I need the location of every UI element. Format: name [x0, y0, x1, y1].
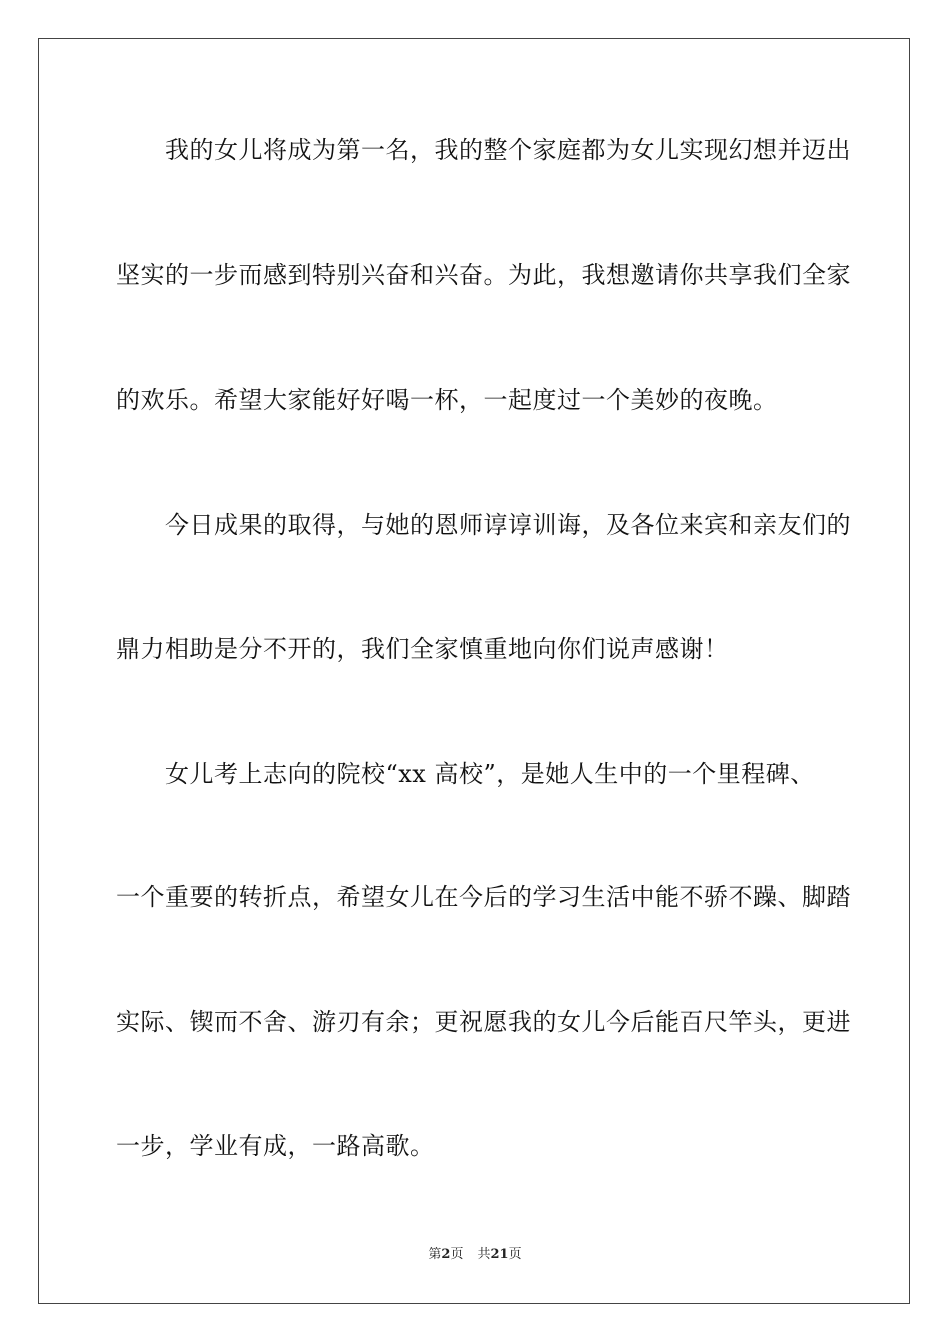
paragraph-3-line-3: 实际、锲而不舍、游刃有余；更祝愿我的女儿今后能百尺竿头，更进	[116, 1008, 851, 1036]
page-prefix: 第	[428, 1247, 442, 1262]
total-prefix: 共	[477, 1247, 491, 1262]
page-total: 21	[490, 1247, 509, 1262]
paragraph-3-line-4: 一步，学业有成，一路高歌。	[116, 1132, 435, 1160]
total-suffix: 页	[508, 1247, 522, 1262]
paragraph-1-line-1: 我的女儿将成为第一名，我的整个家庭都为女儿实现幻想并迈出	[165, 136, 851, 164]
paragraph-3-line-1: 女儿考上志向的院校“xx 高校”，是她人生中的一个里程碑、	[165, 760, 815, 788]
paragraph-2-line-1: 今日成果的取得，与她的恩师谆谆训诲，及各位来宾和亲友们的	[165, 511, 851, 539]
paragraph-1-line-3: 的欢乐。希望大家能好好喝一杯，一起度过一个美妙的夜晚。	[116, 386, 778, 414]
page-frame	[38, 38, 910, 1304]
paragraph-2-line-2: 鼎力相助是分不开的，我们全家慎重地向你们说声感谢！	[116, 635, 729, 663]
paragraph-1-line-2: 坚实的一步而感到特别兴奋和兴奋。为此，我想邀请你共享我们全家	[116, 261, 851, 289]
paragraph-3-line-2: 一个重要的转折点，希望女儿在今后的学习生活中能不骄不躁、脚踏	[116, 883, 851, 911]
page-suffix: 页	[450, 1247, 464, 1262]
page-footer	[0, 1246, 950, 1264]
page-current: 2	[441, 1247, 451, 1262]
